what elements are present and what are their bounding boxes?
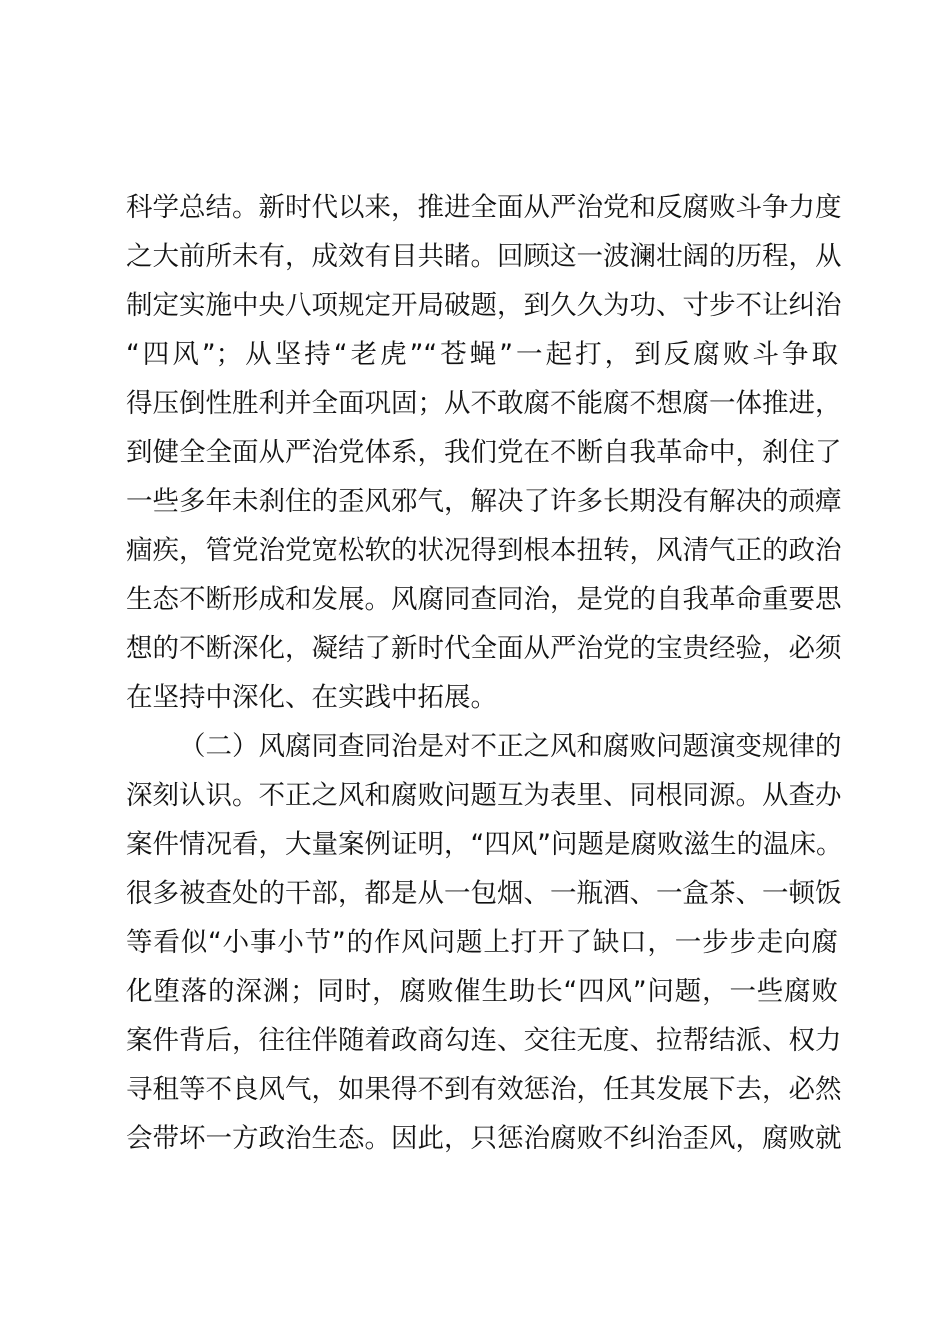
paragraph-line: 科学总结。新时代以来，推进全面从严治党和反腐败斗争力度 — [126, 192, 842, 223]
body-text — [126, 183, 843, 1163]
paragraph-last-line: 在坚持中深化、在实践中拓展。 — [126, 682, 497, 713]
paragraph-line: 会带坏一方政治生态。因此，只惩治腐败不纠治歪风，腐败就 — [126, 1123, 842, 1154]
paragraph-line: 想的不断深化，凝结了新时代全面从严治党的宝贵经验，必须 — [126, 633, 842, 664]
paragraph-line: 很多被查处的干部，都是从一包烟、一瓶酒、一盒茶、一顿饭 — [126, 878, 842, 909]
paragraph-line: 生态不断形成和发展。风腐同查同治，是党的自我革命重要思 — [126, 584, 842, 615]
paragraph-line: 化堕落的深渊；同时，腐败催生助长“四风”问题，一些腐败 — [126, 976, 838, 1007]
paragraph-line: 之大前所未有，成效有目共睹。回顾这一波澜壮阔的历程，从 — [126, 241, 842, 272]
paragraph-line: 到健全全面从严治党体系，我们党在不断自我革命中，刹住了 — [126, 437, 842, 468]
paragraph-line: 案件情况看，大量案例证明，“四风”问题是腐败滋生的温床。 — [126, 829, 843, 860]
section-heading-line: （二）风腐同查同治是对不正之风和腐败问题演变规律的 — [179, 731, 842, 762]
paragraph-line: 案件背后，往往伴随着政商勾连、交往无度、拉帮结派、权力 — [126, 1025, 842, 1056]
paragraph-line: 等看似“小事小节”的作风问题上打开了缺口，一步步走向腐 — [126, 927, 838, 958]
paragraph-line: 痼疾，管党治党宽松软的状况得到根本扭转，风清气正的政治 — [126, 535, 842, 566]
paragraph-line: 一些多年未刹住的歪风邪气，解决了许多长期没有解决的顽瘴 — [126, 486, 842, 517]
paragraph-line: 制定实施中央八项规定开局破题，到久久为功、寸步不让纠治 — [126, 290, 842, 321]
paragraph-line: 寻租等不良风气，如果得不到有效惩治，任其发展下去，必然 — [126, 1074, 842, 1105]
paragraph-line: “四风”；从坚持“老虎”“苍蝇”一起打，到反腐败斗争取 — [126, 339, 838, 370]
paragraph-line: 得压倒性胜利并全面巩固；从不敢腐不能腐不想腐一体推进， — [126, 388, 842, 419]
paragraph-line: 深刻认识。不正之风和腐败问题互为表里、同根同源。从查办 — [126, 780, 842, 811]
